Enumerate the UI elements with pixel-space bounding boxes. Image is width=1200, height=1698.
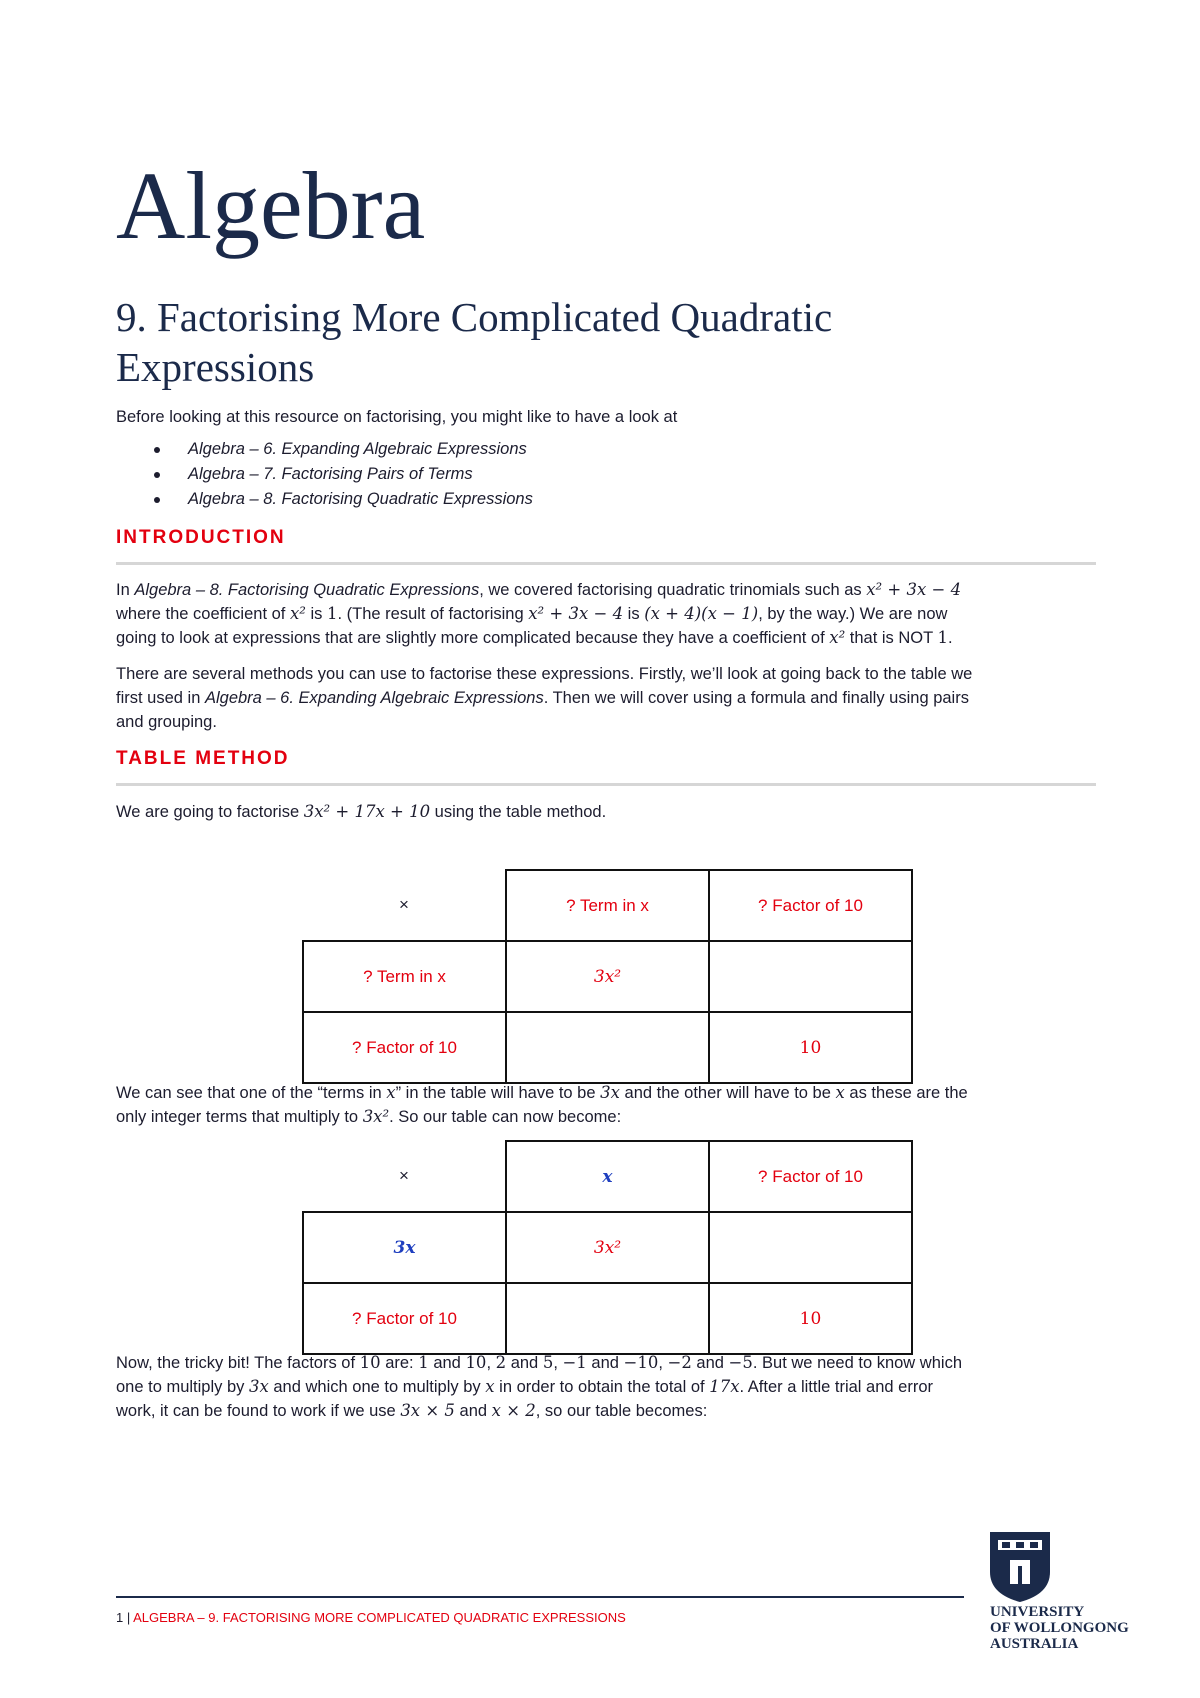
text: . So our table can now become:	[389, 1108, 622, 1126]
multiplication-table-1	[302, 869, 913, 1084]
logo-line: UNIVERSITY	[990, 1604, 1085, 1620]
math-expression: 3x	[600, 1083, 620, 1102]
math-expression: x	[386, 1083, 396, 1102]
text: only integer terms that multiply to	[116, 1108, 363, 1126]
footer-page-number: 1 |	[116, 1610, 134, 1625]
text: and grouping.	[116, 713, 217, 731]
text: are:	[380, 1354, 419, 1372]
university-logo	[990, 1604, 1150, 1652]
text: ,	[486, 1354, 496, 1372]
math-expression: −10	[623, 1353, 659, 1372]
text: ,	[553, 1354, 563, 1372]
text: and	[586, 1354, 624, 1372]
text: in order to obtain the total of	[494, 1378, 710, 1396]
text: as these are the	[844, 1084, 968, 1102]
text: and which one to multiply by	[268, 1378, 486, 1396]
page-title: Algebra	[116, 152, 426, 259]
table-corner: ×	[399, 895, 409, 914]
prereq-list	[152, 437, 533, 512]
math-expression: 10	[359, 1353, 381, 1372]
section-divider	[116, 562, 1096, 565]
text: work, it can be found to work if we use	[116, 1402, 401, 1420]
text: is	[623, 605, 645, 623]
text: and	[454, 1402, 492, 1420]
table-cell	[506, 1283, 709, 1354]
footer-title: ALGEBRA – 9. FACTORISING MORE COMPLICATED QUADRATIC EXPRESSIONS	[133, 1610, 626, 1625]
text: We are going to factorise	[116, 803, 304, 821]
section-divider	[116, 783, 1096, 786]
table-header-cell: ? Term in x	[506, 870, 709, 941]
text: , by the way.) We are now	[758, 605, 948, 623]
math-expression: 2	[495, 1353, 507, 1372]
text: and	[506, 1354, 543, 1372]
table-header-cell: ? Factor of 10	[709, 870, 912, 941]
table-cell: 3x²	[506, 1212, 709, 1283]
text: In	[116, 581, 135, 599]
text: going to look at expressions that are slightly more complicated because they have a coefficient of	[116, 629, 830, 647]
table-cell	[709, 941, 912, 1012]
math-expression: 3x²	[362, 1107, 390, 1126]
text: . But we need to know which	[752, 1354, 962, 1372]
math-expression: x	[485, 1377, 495, 1396]
text: . After a little trial and error	[739, 1378, 934, 1396]
section-heading-table-method: TABLE METHOD	[116, 748, 290, 769]
prereq-link-8[interactable]: Algebra – 8. Factorising Quadratic Expressions	[152, 487, 533, 512]
paragraph-after-table-1	[116, 1081, 1096, 1129]
text: .	[948, 629, 953, 647]
math-expression: −1	[562, 1353, 587, 1372]
text: . Then we will cover using a formula and finally using pairs	[543, 689, 969, 707]
table-cell: 10	[709, 1283, 912, 1354]
multiplication-table-2	[302, 1140, 913, 1355]
text: We can see that one of the “terms in	[116, 1084, 387, 1102]
math-expression: 3x² + 17x + 10	[303, 802, 431, 821]
math-expression: x × 2	[491, 1401, 536, 1420]
text: first used in	[116, 689, 205, 707]
footer	[116, 1610, 626, 1625]
table-row-header: ? Factor of 10	[303, 1012, 506, 1083]
math-expression: −5	[728, 1353, 753, 1372]
intro-paragraph-2	[116, 662, 1096, 734]
math-expression: (x + 4)(x − 1)	[644, 604, 759, 623]
university-crest-icon	[990, 1528, 1130, 1604]
table-corner: ×	[399, 1166, 409, 1185]
math-expression: 1	[326, 604, 338, 623]
table-header-cell: x	[506, 1141, 709, 1212]
math-expression: x²	[829, 628, 846, 647]
prereq-link-6[interactable]: Algebra – 6. Expanding Algebraic Expressions	[152, 437, 533, 462]
text: , so our table becomes:	[535, 1402, 708, 1420]
math-expression: 17x	[709, 1377, 740, 1396]
table-row-header: ? Term in x	[303, 941, 506, 1012]
text: ,	[658, 1354, 668, 1372]
math-expression: x	[835, 1083, 845, 1102]
table-row-header: 3x	[303, 1212, 506, 1283]
logo-line: AUSTRALIA	[990, 1636, 1079, 1652]
math-expression: 3x	[248, 1377, 269, 1396]
footer-divider	[116, 1596, 964, 1598]
math-expression: 1	[937, 628, 949, 647]
math-expression: 1	[418, 1353, 429, 1372]
text: using the table method.	[430, 803, 607, 821]
prereq-link-7[interactable]: Algebra – 7. Factorising Pairs of Terms	[152, 462, 533, 487]
reference-link[interactable]: Algebra – 8. Factorising Quadratic Expressions	[134, 581, 480, 599]
section-heading-introduction: INTRODUCTION	[116, 527, 286, 548]
math-expression: x²	[289, 604, 306, 623]
text: where the coefficient of	[116, 605, 290, 623]
text: Now, the tricky bit! The factors of	[116, 1354, 360, 1372]
table-header-cell: ? Factor of 10	[709, 1141, 912, 1212]
math-expression: 10	[465, 1353, 487, 1372]
text: and	[691, 1354, 729, 1372]
table-cell: 3x²	[506, 941, 709, 1012]
table-intro	[116, 800, 1096, 824]
table-cell: 10	[709, 1012, 912, 1083]
math-expression: 5	[542, 1353, 554, 1372]
table-cell	[506, 1012, 709, 1083]
text: , we covered factorising quadratic trinomials such as	[479, 581, 867, 599]
text: and the other will have to be	[619, 1084, 836, 1102]
math-expression: 3x × 5	[400, 1401, 455, 1420]
math-expression: x² + 3x − 4	[866, 580, 962, 599]
text: one to multiply by	[116, 1378, 249, 1396]
text: is	[305, 605, 327, 623]
math-expression: x² + 3x − 4	[528, 604, 624, 623]
text: ” in the table will have to be	[395, 1084, 601, 1102]
math-expression: −2	[667, 1353, 692, 1372]
text: There are several methods you can use to factorise these expressions. Firstly, we’ll look at going back to the table we	[116, 665, 973, 683]
table-cell	[709, 1212, 912, 1283]
prereq-intro-text: Before looking at this resource on factorising, you might like to have a look at	[116, 408, 678, 426]
intro-paragraph-1	[116, 578, 1096, 650]
table-row-header: ? Factor of 10	[303, 1283, 506, 1354]
prereq-intro	[116, 405, 1096, 429]
logo-line: OF WOLLONGONG	[990, 1620, 1129, 1636]
reference-link[interactable]: Algebra – 6. Expanding Algebraic Expressions	[204, 689, 544, 707]
paragraph-after-table-2	[116, 1351, 1096, 1423]
text: and	[428, 1354, 466, 1372]
text: that is NOT	[845, 629, 938, 647]
text: . (The result of factorising	[337, 605, 529, 623]
page-subtitle: 9. Factorising More Complicated Quadratic Expressions	[116, 294, 833, 390]
